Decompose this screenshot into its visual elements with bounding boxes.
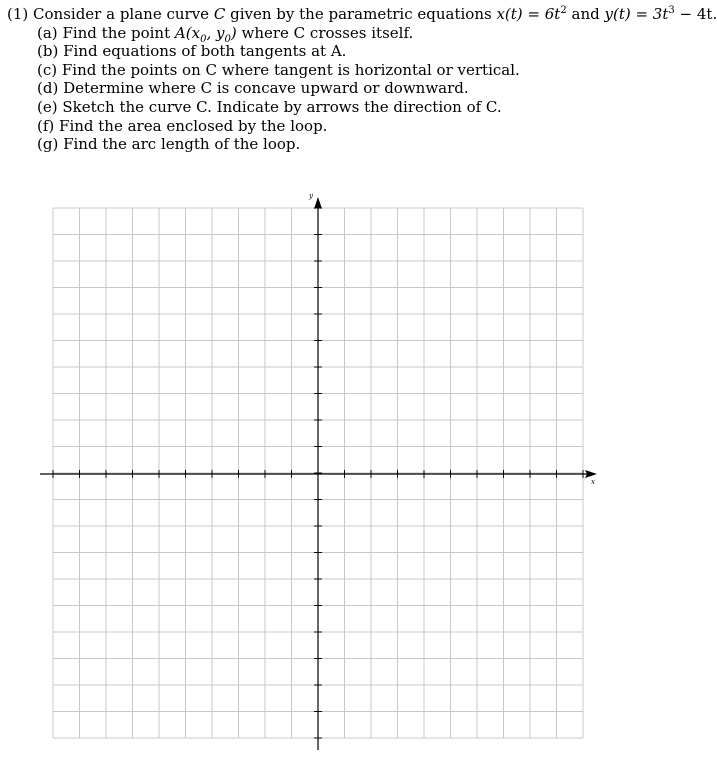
part-label: (f) — [37, 116, 55, 135]
x-axis-label: x — [591, 478, 595, 486]
part-label: (e) — [37, 97, 58, 116]
part-a-post: where C crosses itself. — [241, 23, 414, 42]
point-a-math: $A(x_0$, $y_0$) — [174, 23, 237, 45]
problem-number: (1) — [7, 5, 29, 23]
y-exponent: 3 — [668, 5, 675, 16]
part-text: Find the arc length of the loop. — [63, 135, 301, 154]
intro-text: Consider a plane curve — [33, 5, 210, 23]
part-label: (a) — [37, 23, 58, 42]
part-text: Sketch the curve C. Indicate by arrows the direction of C. — [62, 97, 502, 116]
part-text: Find equations of both tangents at A. — [63, 42, 347, 61]
part-label: (g) — [37, 135, 59, 154]
part-text: Find the points on C where tangent is horizontal or vertical. — [61, 60, 520, 79]
y-equation: y(t) = 3t — [604, 5, 669, 23]
and-text: and — [571, 5, 600, 23]
y-axis-label: y — [309, 192, 313, 200]
part-label: (b) — [37, 42, 59, 61]
part-label: (d) — [37, 79, 59, 98]
part-label: (c) — [37, 60, 58, 79]
x-exponent: 2 — [560, 5, 567, 16]
y-equation-tail: − 4t. — [674, 5, 717, 23]
x-equation: x(t) = 6t — [496, 5, 561, 23]
part-text: Determine where C is concave upward or downward. — [63, 79, 469, 98]
part-a-pre: Find the point — [62, 23, 171, 42]
given-by-text: given by the parametric equations — [230, 5, 492, 23]
part-text: Find the area enclosed by the loop. — [59, 116, 328, 135]
curve-name: C — [213, 5, 226, 23]
